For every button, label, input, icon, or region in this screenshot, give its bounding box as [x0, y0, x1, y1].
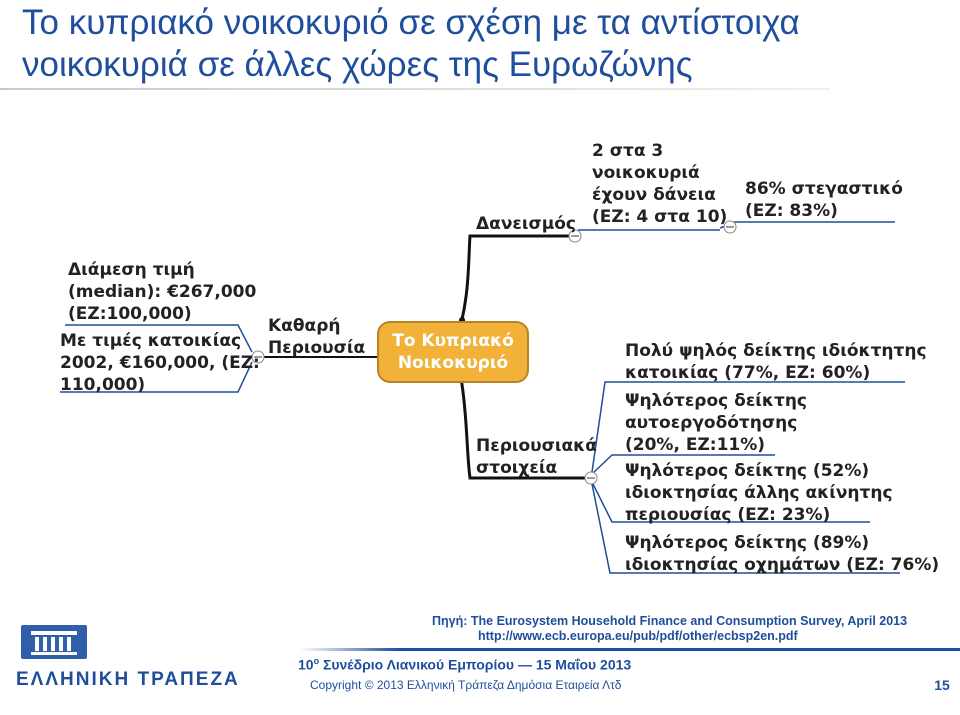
slide-title-line2: νοικοκυριά σε άλλες χώρες της Ευρωζώνης: [22, 45, 693, 84]
svg-text:(EZ: 83%): (EZ: 83%): [745, 201, 838, 221]
svg-text:(20%, EZ:11%): (20%, EZ:11%): [625, 435, 766, 455]
svg-text:έχουν δάνεια: έχουν δάνεια: [592, 185, 716, 205]
svg-text:στοιχεία: στοιχεία: [476, 458, 558, 478]
svg-text:(EZ: 4 στα 10): (EZ: 4 στα 10): [592, 207, 728, 227]
svg-text:Διάμεση τιμή: Διάμεση τιμή: [68, 260, 195, 280]
bank-logo-icon: [21, 625, 87, 659]
svg-text:νοικοκυριά: νοικοκυριά: [592, 163, 700, 183]
svg-text:86% στεγαστικό: 86% στεγαστικό: [745, 179, 903, 199]
svg-text:(median): €267,000: (median): €267,000: [68, 282, 257, 302]
copyright: Copyright © 2013 Ελληνική Τράπεζα Δημόσια Εταιρεία Λτδ: [310, 678, 622, 692]
svg-text:Καθαρή: Καθαρή: [268, 316, 341, 336]
net-wealth-prices: [60, 331, 260, 395]
svg-text:Ψηλότερος δείκτης: Ψηλότερος δείκτης: [625, 391, 808, 411]
svg-text:Ψηλότερος δείκτης (89%): Ψηλότερος δείκτης (89%): [625, 533, 870, 553]
source-text: Πηγή: The Eurosystem Household Finance and Consumption Survey, April 2013: [432, 614, 908, 628]
svg-text:ιδιοκτησίας άλλης ακίνητης: ιδιοκτησίας άλλης ακίνητης: [625, 483, 893, 503]
center-node-line2: Νοικοκυριό: [397, 353, 509, 373]
svg-text:Με τιμές κατοικίας: Με τιμές κατοικίας: [60, 331, 242, 351]
source-note: [432, 614, 952, 644]
svg-text:Πολύ ψηλός δείκτης ιδιόκτητης: Πολύ ψηλός δείκτης ιδιόκτητης: [625, 341, 927, 361]
svg-text:ιδιοκτησίας οχημάτων (EZ: 76%): ιδιοκτησίας οχημάτων (EZ: 76%): [625, 555, 940, 575]
source-url[interactable]: http://www.ecb.europa.eu/pub/pdf/other/ecbsp2en.pdf: [478, 629, 798, 643]
net-wealth-median: [68, 260, 256, 324]
slide-title-line1: Το κυπριακό νοικοκυριό σε σχέση με τα αντίστοιχα: [22, 3, 800, 42]
assets-item-home-ownership: [625, 341, 927, 383]
loans-label[interactable]: Δανεισμός: [476, 214, 577, 234]
assets-item-self-employment: [625, 391, 807, 455]
loans-detail: [592, 141, 727, 227]
bank-name: ΕΛΛΗΝΙΚΗ ΤΡΑΠΕΖΑ: [16, 669, 240, 690]
center-node[interactable]: [378, 322, 528, 382]
footer-divider: [300, 648, 960, 651]
net-wealth-label[interactable]: [268, 316, 365, 358]
svg-text:αυτοεργοδότησης: αυτοεργοδότησης: [625, 413, 798, 433]
svg-text:Περιουσία: Περιουσία: [268, 338, 366, 358]
svg-text:Ψηλότερος δείκτης (52%): Ψηλότερος δείκτης (52%): [625, 461, 870, 481]
svg-text:Περιουσιακά: Περιουσιακά: [476, 436, 597, 456]
collapse-toggle-icon[interactable]: [585, 472, 597, 484]
page-number: 15: [934, 677, 950, 693]
svg-text:κατοικίας (77%, EZ: 60%): κατοικίας (77%, EZ: 60%): [625, 363, 871, 383]
assets-item-vehicles: [625, 533, 939, 575]
assets-label[interactable]: [476, 436, 597, 478]
svg-text:περιουσίας (EZ: 23%): περιουσίας (EZ: 23%): [625, 505, 831, 525]
svg-text:2 στα 3: 2 στα 3: [592, 141, 664, 161]
conference-label: $10^o$ Συνέδριο Λιανικού Εμπορίου — 15 Μαΐου 2013: [298, 656, 632, 673]
assets-item-other-property: [625, 461, 893, 525]
svg-text:(EZ:100,000): (EZ:100,000): [68, 304, 192, 324]
svg-text:2002, €160,000, (EZ:: 2002, €160,000, (EZ:: [60, 353, 260, 373]
svg-text:110,000): 110,000): [60, 375, 146, 395]
loans-mortgage: [745, 179, 903, 221]
center-node-line1: Το Κυπριακό: [392, 331, 514, 351]
